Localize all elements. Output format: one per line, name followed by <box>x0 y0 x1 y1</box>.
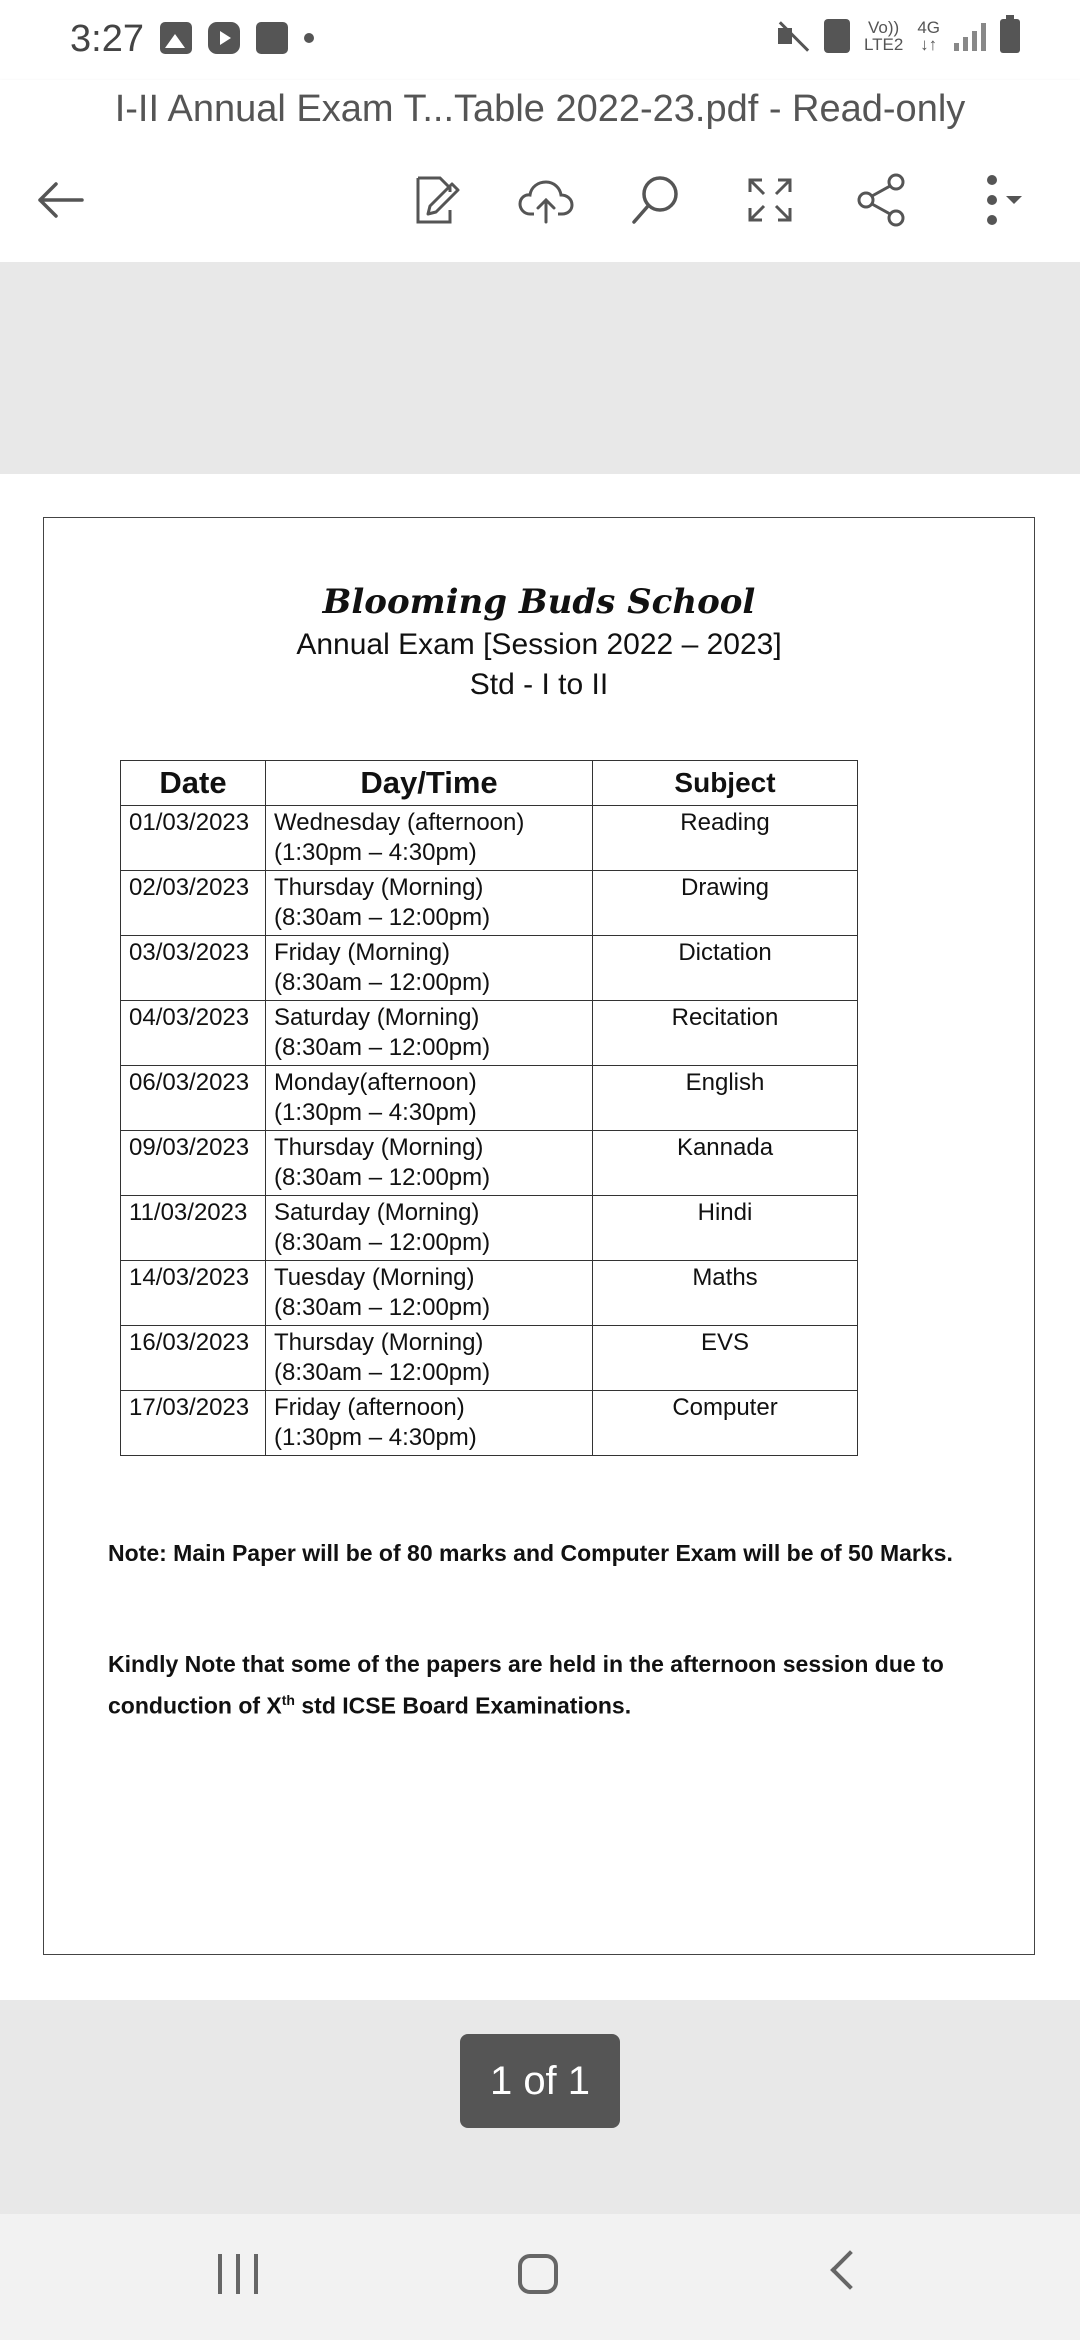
table-row <box>121 871 858 936</box>
cell-day-time <box>266 1326 593 1391</box>
cell-day-time <box>266 1066 593 1131</box>
cell-day: Saturday (Morning) <box>274 1004 480 1031</box>
cell-date: 06/03/2023 <box>121 1066 266 1131</box>
search-icon[interactable] <box>626 170 686 230</box>
edit-icon[interactable] <box>406 170 466 230</box>
battery-saver-icon <box>824 19 850 53</box>
cell-date: 02/03/2023 <box>121 871 266 936</box>
cell-day: Tuesday (Morning) <box>274 1264 475 1291</box>
page-border <box>43 517 1035 1955</box>
youtube-notification-icon <box>208 22 240 54</box>
table-row <box>121 1066 858 1131</box>
store-notification-icon <box>256 22 288 54</box>
more-notifications-dot-icon <box>304 33 314 43</box>
network-type: 4G <box>917 18 940 37</box>
cell-time: (1:30pm – 4:30pm) <box>274 1424 477 1451</box>
page-indicator: 1 of 1 <box>460 2034 620 2128</box>
volte-line2: LTE2 <box>863 35 904 54</box>
share-icon[interactable] <box>852 170 912 230</box>
signal-icon <box>954 21 986 51</box>
cell-day-time <box>266 1261 593 1326</box>
cell-day: Thursday (Morning) <box>274 1329 484 1356</box>
cell-day: Friday (Morning) <box>274 939 451 966</box>
table-row <box>121 1131 858 1196</box>
cell-subject: EVS <box>593 1326 858 1391</box>
cell-day: Thursday (Morning) <box>274 874 484 901</box>
table-row <box>121 1326 858 1391</box>
cell-time: (8:30am – 12:00pm) <box>274 1229 491 1256</box>
gallery-notification-icon <box>160 22 192 54</box>
cell-day-time <box>266 1001 593 1066</box>
table-row <box>121 1261 858 1326</box>
cell-day: Thursday (Morning) <box>274 1134 484 1161</box>
cell-subject: Reading <box>593 806 858 871</box>
cell-time: (8:30am – 12:00pm) <box>274 904 491 931</box>
network-arrows: ↓↑ <box>920 35 938 54</box>
cell-subject: Recitation <box>593 1001 858 1066</box>
cell-day-time <box>266 936 593 1001</box>
recent-apps-icon[interactable] <box>218 2254 258 2294</box>
marks-note: Note: Main Paper will be of 80 marks and Computer Exam will be of 50 Marks. <box>108 1540 953 1566</box>
exam-session: Annual Exam [Session 2022 – 2023] <box>296 628 782 661</box>
network-indicator <box>917 19 940 53</box>
navigation-bar <box>0 2214 1080 2340</box>
header-subject: Subject <box>593 761 858 806</box>
back-arrow-icon[interactable] <box>30 170 90 230</box>
cell-subject: Kannada <box>593 1131 858 1196</box>
table-row <box>121 1391 858 1456</box>
notification-icons <box>160 22 314 54</box>
cell-date: 17/03/2023 <box>121 1391 266 1456</box>
afternoon-note-sup: th <box>281 1692 295 1708</box>
cell-subject: Dictation <box>593 936 858 1001</box>
system-icons <box>774 18 1020 54</box>
school-name: Blooming Buds School <box>322 582 756 622</box>
cell-day-time <box>266 1196 593 1261</box>
cell-time: (8:30am – 12:00pm) <box>274 1164 491 1191</box>
table-row <box>121 936 858 1001</box>
cell-time: (1:30pm – 4:30pm) <box>274 1099 477 1126</box>
exam-timetable <box>120 760 858 1456</box>
cell-time: (8:30am – 12:00pm) <box>274 1034 491 1061</box>
cell-date: 14/03/2023 <box>121 1261 266 1326</box>
cell-subject: Maths <box>593 1261 858 1326</box>
status-bar <box>0 0 1080 80</box>
cell-time: (8:30am – 12:00pm) <box>274 969 491 996</box>
header-date: Date <box>121 761 266 806</box>
document-title: I-II Annual Exam T...Table 2022-23.pdf - Read-only <box>114 88 966 130</box>
table-row <box>121 1196 858 1261</box>
table-body <box>121 806 858 1456</box>
table-row <box>121 806 858 871</box>
cell-date: 09/03/2023 <box>121 1131 266 1196</box>
cell-day-time <box>266 871 593 936</box>
table-header-row <box>121 761 858 806</box>
cell-time: (8:30am – 12:00pm) <box>274 1294 491 1321</box>
pdf-page[interactable] <box>0 474 1080 2000</box>
cell-subject: Drawing <box>593 871 858 936</box>
battery-icon <box>1000 19 1020 53</box>
afternoon-note-part2: std ICSE Board Examinations. <box>294 1692 632 1719</box>
volte-line1: Vo)) <box>868 18 900 37</box>
table-row <box>121 1001 858 1066</box>
afternoon-note-part1: Kindly Note that some of the papers are held in the afternoon session due to conduction of X <box>108 1651 944 1719</box>
more-options-icon[interactable] <box>966 170 1026 230</box>
fullscreen-icon[interactable] <box>740 170 800 230</box>
viewer-background <box>0 262 1080 474</box>
cell-day-time <box>266 806 593 871</box>
cell-time: (1:30pm – 4:30pm) <box>274 839 477 866</box>
standard: Std - I to II <box>469 668 609 701</box>
cell-date: 01/03/2023 <box>121 806 266 871</box>
home-icon[interactable] <box>518 2254 558 2294</box>
cell-subject: Hindi <box>593 1196 858 1261</box>
cell-day-time <box>266 1391 593 1456</box>
cell-date: 16/03/2023 <box>121 1326 266 1391</box>
volte-indicator <box>864 19 903 53</box>
header-day-time: Day/Time <box>266 761 593 806</box>
afternoon-note <box>108 1646 988 1724</box>
nav-back-icon[interactable] <box>830 2250 870 2290</box>
cell-day: Monday(afternoon) <box>274 1069 477 1096</box>
cell-date: 03/03/2023 <box>121 936 266 1001</box>
cell-time: (8:30am – 12:00pm) <box>274 1359 491 1386</box>
status-time: 3:27 <box>70 18 144 60</box>
cell-date: 11/03/2023 <box>121 1196 266 1261</box>
cloud-upload-icon[interactable] <box>516 170 576 230</box>
cell-subject: English <box>593 1066 858 1131</box>
mute-icon <box>774 18 810 54</box>
cell-day: Wednesday (afternoon) <box>274 809 525 836</box>
cell-day-time <box>266 1131 593 1196</box>
cell-date: 04/03/2023 <box>121 1001 266 1066</box>
cell-day: Friday (afternoon) <box>274 1394 465 1421</box>
app-bar <box>0 80 1080 262</box>
cell-day: Saturday (Morning) <box>274 1199 480 1226</box>
cell-subject: Computer <box>593 1391 858 1456</box>
